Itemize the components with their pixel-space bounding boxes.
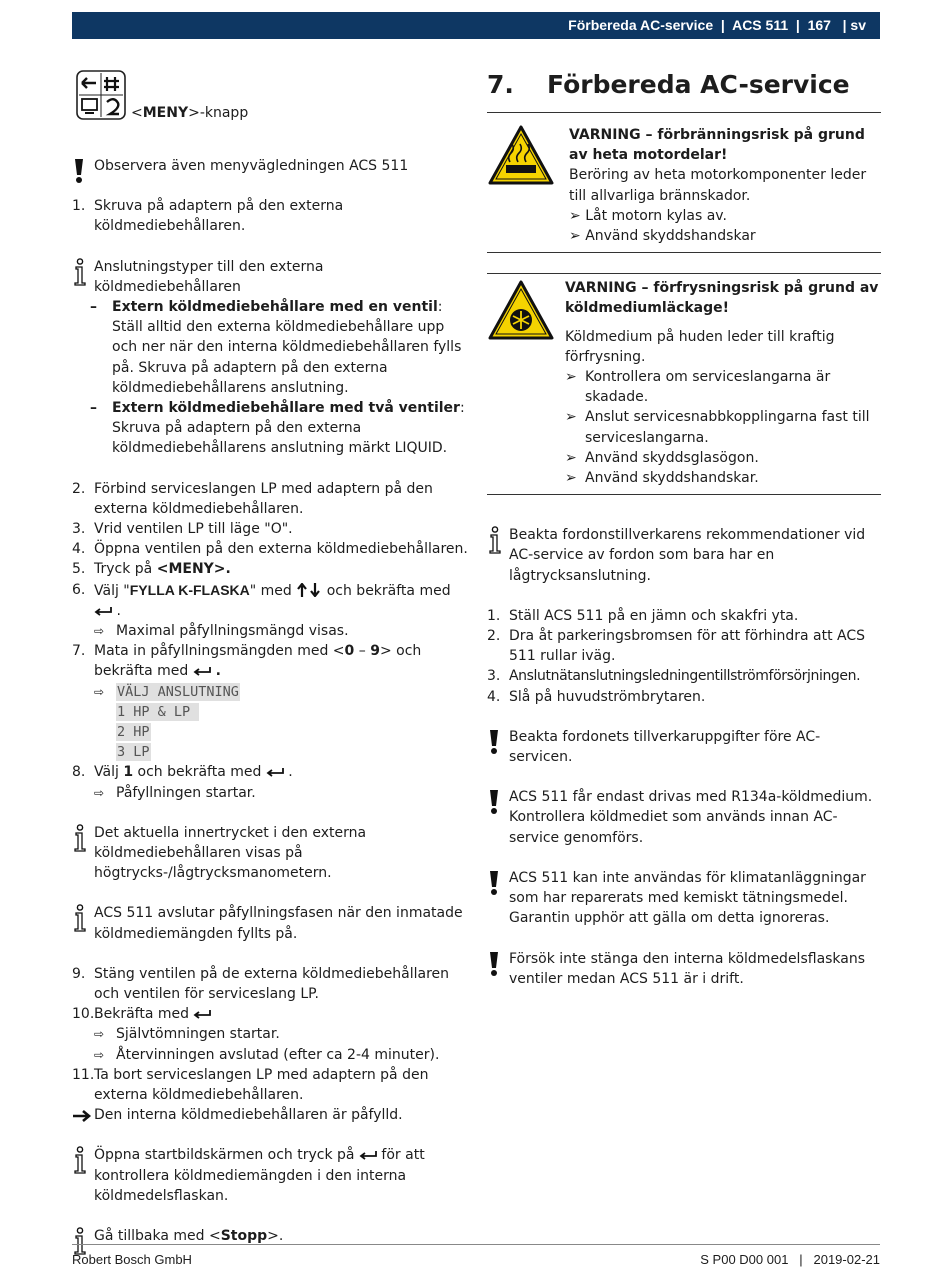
- result-arrow-icon: ⇨: [94, 785, 105, 800]
- option-text: : Skruva på adaptern på den externa köldmediebehållarens anslutning märkt LIQUID.: [112, 400, 465, 457]
- info-text: Anslutningstyper till den externa köldmediebehållaren: [94, 258, 324, 295]
- step-9: [72, 964, 472, 1004]
- step-3: [72, 519, 472, 539]
- result-arrow-icon: ⇨: [94, 624, 105, 639]
- step-r4: [487, 687, 881, 707]
- page-header: [72, 12, 880, 39]
- connection-option-1: – Extern köldmediebehållare med en ventil: Ställ alltid den externa köldmediebehållare upp och ner när den interna köldmediebehållaren fylls på. Skruva på adaptern på den externa köldmediebehållarens anslutning.: [90, 299, 462, 396]
- step-text: och bekräfta med: [133, 764, 266, 781]
- step-text: Vrid ventilen LP till läge "O".: [94, 521, 293, 538]
- bullet-arrow-icon: ➢: [569, 228, 586, 245]
- step-8: [72, 762, 472, 782]
- display-line-row: [116, 702, 472, 722]
- display-line: 3 LP: [117, 744, 150, 761]
- step-number: 10.: [72, 1006, 95, 1023]
- step-number: 11.: [72, 1066, 95, 1083]
- result-text: Påfyllningen startar.: [116, 784, 256, 801]
- option-title: Extern köldmediebehållare med en ventil: [112, 299, 438, 316]
- bullet-arrow-icon: ➢: [565, 369, 577, 386]
- note-text: Beakta fordonets tillverkaruppgifter före AC-servicen.: [509, 728, 821, 766]
- step-text: Tryck på: [94, 561, 157, 578]
- warning-item-text: Låt motorn kylas av.: [585, 207, 727, 224]
- info-text: >.: [267, 1228, 284, 1245]
- step-text: .: [112, 602, 121, 619]
- bullet-arrow-icon: ➢: [565, 449, 577, 466]
- step-text: > och bekräfta med: [94, 643, 422, 680]
- step-number: 7.: [72, 643, 86, 660]
- step-text: Öppna ventilen på den externa köldmediebehållaren.: [94, 541, 468, 558]
- warning-item: [565, 407, 881, 447]
- step-6: [72, 580, 472, 621]
- exclamation-icon: [487, 870, 501, 896]
- menu-label-post: >-knapp: [188, 105, 249, 121]
- option-title: Extern köldmediebehållare med två ventiler: [112, 400, 460, 417]
- exclamation-icon: [487, 951, 501, 977]
- chapter-number: 7.: [487, 70, 514, 99]
- step-text: .: [210, 663, 221, 680]
- menu-label-bold: MENY: [142, 105, 189, 121]
- step-7: [72, 641, 472, 681]
- info-text: för att kontrollera köldmediemängden i den interna köldmedelsflaskan.: [94, 1147, 425, 1204]
- enter-key-icon: [359, 1150, 377, 1160]
- info-text: Gå tillbaka med <: [94, 1228, 221, 1245]
- step-10: [72, 1004, 472, 1024]
- display-line-row: [116, 722, 472, 742]
- warning-item-text: Använd skyddshandskar.: [585, 470, 759, 487]
- exclamation-icon: [487, 729, 501, 755]
- arrow-up-down-icon: [296, 583, 322, 597]
- step-r1: [487, 606, 881, 626]
- step-2: [72, 479, 472, 519]
- result-text: Den interna köldmediebehållaren är påfylld.: [94, 1107, 403, 1124]
- step-number: 6.: [72, 581, 86, 598]
- menu-key-icon: [76, 70, 126, 120]
- option-text: : Ställ alltid den externa köldmediebehållare upp och ner när den interna köldmediebehållaren fylls på. Skruva på adaptern på den externa köldmediebehållarens anslutning.: [112, 299, 462, 396]
- info-fill-end: [72, 903, 472, 943]
- display-readout-first: [72, 682, 472, 702]
- footer-company: Robert Bosch GmbH: [72, 1252, 192, 1267]
- note-observe: [72, 156, 472, 176]
- warning-title: VARNING – förbränningsrisk på grund av heta motordelar!: [569, 127, 865, 164]
- step-1: [72, 196, 472, 236]
- step-number: 5.: [72, 561, 86, 578]
- step-number: 8.: [72, 764, 86, 781]
- exclamation-icon: [487, 789, 501, 815]
- note-valves: [487, 949, 881, 989]
- step-text: Stäng ventilen på de externa köldmediebehållaren och ventilen för serviceslang LP.: [94, 965, 450, 1003]
- step-number: 2.: [487, 628, 501, 645]
- step-text: Anslutnätanslutningsledningentillströmförsörjningen.: [509, 668, 861, 685]
- step-text: Mata in påfyllningsmängden med <: [94, 643, 345, 660]
- info-recommendation: [487, 525, 881, 586]
- step-text: Välj ": [94, 582, 130, 599]
- warning-item-text: Använd skyddshandskar: [585, 228, 756, 245]
- step-4: [72, 539, 472, 559]
- info-icon: [72, 904, 88, 932]
- warning-item: [565, 468, 881, 488]
- note-sealant: [487, 868, 881, 929]
- info-icon: [72, 1146, 88, 1174]
- step-number: 4.: [487, 688, 501, 705]
- menu-label-pre: <: [131, 105, 143, 121]
- warning-title: VARNING – förfrysningsrisk på grund av köldmediumläckage!: [565, 280, 879, 317]
- menu-key-label: <MENY>.: [156, 561, 231, 578]
- enter-key-icon: [193, 666, 211, 676]
- step-text: Ställ ACS 511 på en jämn och skakfri yta.: [509, 607, 799, 624]
- note-text: Försök inte stänga den interna köldmedelsflaskans ventiler medan ACS 511 är i drift.: [509, 950, 866, 987]
- chapter-heading: [487, 70, 881, 112]
- step-number: 4.: [72, 541, 86, 558]
- step-10-result-2: [72, 1045, 472, 1065]
- step-text: Slå på huvudströmbrytaren.: [509, 688, 706, 705]
- step-r2: [487, 626, 881, 666]
- step-text: " med: [249, 582, 297, 599]
- warning-burn: [487, 113, 881, 252]
- step-text: Ta bort serviceslangen LP med adaptern på den externa köldmediebehållaren.: [94, 1066, 429, 1104]
- step-10-result-1: [72, 1024, 472, 1044]
- info-pressure: [72, 823, 472, 884]
- warning-item: [569, 206, 881, 226]
- info-text: Beakta fordonstillverkarens rekommendationer vid AC-service av fordon som bara har en lågtrycksanslutning.: [509, 527, 866, 584]
- display-line: VÄLJ ANSLUTNING: [117, 683, 239, 700]
- header-text: Förbereda AC-service | ACS 511 | 167 | sv: [568, 17, 866, 33]
- step-number: 2.: [72, 480, 86, 497]
- display-line: 2 HP: [117, 724, 150, 741]
- step-r3: [487, 666, 881, 686]
- info-connection-types: [72, 257, 472, 459]
- chapter-title: Förbereda AC-service: [547, 70, 850, 99]
- step-text: Bekräfta med: [94, 1006, 194, 1023]
- exclamation-icon: [72, 158, 86, 184]
- warning-text: Beröring av heta motorkomponenter leder till allvarliga brännskador.: [569, 167, 867, 204]
- step-text: Förbind serviceslangen LP med adaptern på den externa köldmediebehållaren.: [94, 480, 433, 517]
- bullet-arrow-icon: ➢: [569, 207, 586, 224]
- key-label: 1: [123, 764, 134, 781]
- step-number: 1.: [487, 607, 501, 624]
- note-observe-text: Observera även menyvägledningen ACS 511: [94, 158, 409, 174]
- step-11: [72, 1065, 472, 1105]
- key-label: 9: [370, 643, 380, 660]
- result-text: Maximal påfyllningsmängd visas.: [116, 623, 349, 640]
- info-text: Öppna startbildskärmen och tryck på: [94, 1147, 359, 1164]
- note-refrigerant: [487, 787, 881, 848]
- step-6-result: [72, 621, 472, 641]
- bullet-arrow-icon: ➢: [565, 470, 577, 487]
- warning-item-text: Kontrollera om serviceslangarna är skadade.: [585, 369, 831, 406]
- step-text: –: [354, 643, 371, 660]
- warning-item: [565, 367, 881, 407]
- note-manufacturer: [487, 727, 881, 767]
- note-text: ACS 511 kan inte användas för klimatanläggningar som har reparerats med kemiskt tätningsmedel. Garantin upphör att gälla om detta ignoreras.: [509, 869, 866, 927]
- warning-item-text: Anslut servicesnabbkopplingarna fast till serviceslangarna.: [585, 409, 870, 446]
- right-column: [487, 70, 881, 989]
- footer-doc-info: S P00 D00 001 | 2019-02-21: [700, 1252, 880, 1267]
- step-5: [72, 559, 472, 579]
- step-text: Skruva på adaptern på den externa köldmediebehållaren.: [94, 198, 344, 235]
- note-text: ACS 511 får endast drivas med R134a-köldmedium. Kontrollera köldmediet som används innan AC-service genomförs.: [509, 789, 873, 846]
- step-number: 3.: [72, 521, 86, 538]
- step-text: Dra åt parkeringsbromsen för att förhindra att ACS 511 rullar iväg.: [509, 628, 866, 665]
- enter-key-icon: [266, 767, 284, 777]
- result-arrow-icon: ⇨: [94, 684, 105, 699]
- display-line: 1 HP & LP: [117, 703, 199, 720]
- info-text: Det aktuella innertrycket i den externa köldmediebehållaren visas på högtrycks-/lågtrycksmanometern.: [94, 824, 367, 882]
- left-column: [72, 70, 472, 1246]
- page-footer: [72, 1244, 880, 1267]
- info-icon: [487, 526, 503, 554]
- info-icon: [72, 824, 88, 852]
- step-8-result: [72, 783, 472, 803]
- info-icon: [72, 258, 88, 286]
- warning-item: [565, 448, 881, 468]
- connection-option-2: – Extern köldmediebehållare med två ventiler: Skruva på adaptern på den externa köldmediebehållarens anslutning märkt LIQUID.: [90, 400, 465, 457]
- warning-frost: [487, 274, 881, 494]
- step-number: 9.: [72, 965, 86, 982]
- step-text: .: [283, 764, 293, 781]
- enter-key-icon: [94, 606, 112, 616]
- step-number: 3.: [487, 668, 501, 685]
- result-arrow-icon: ⇨: [94, 1047, 105, 1062]
- info-text: ACS 511 avslutar påfyllningsfasen när den inmatade köldmediemängden fyllts på.: [94, 905, 463, 942]
- display-line-row: [116, 742, 472, 762]
- warning-item-text: Använd skyddsglasögon.: [585, 449, 759, 466]
- final-result: [72, 1105, 472, 1125]
- result-text: Självtömningen startar.: [116, 1026, 280, 1043]
- result-text: Återvinningen avslutad (efter ca 2-4 minuter).: [116, 1046, 440, 1063]
- frost-warning-icon: [488, 280, 554, 340]
- menu-key-block: [72, 70, 472, 130]
- info-start-screen: [72, 1145, 472, 1206]
- bullet-arrow-icon: ➢: [565, 409, 577, 426]
- stop-key-label: Stopp: [220, 1228, 268, 1245]
- hot-surface-warning-icon: [488, 125, 554, 185]
- step-text: Välj: [94, 764, 124, 781]
- right-arrow-icon: [72, 1109, 92, 1123]
- step-text: och bekräfta med: [322, 582, 451, 599]
- result-arrow-icon: ⇨: [94, 1027, 105, 1042]
- key-label: 0: [344, 643, 355, 660]
- step-number: 1.: [72, 198, 86, 215]
- enter-key-icon: [193, 1009, 211, 1019]
- menu-item-label: FYLLA K-FLASKA: [129, 581, 250, 598]
- warning-text: Köldmedium på huden leder till kraftig förfrysning.: [565, 328, 835, 365]
- warning-item: [569, 226, 881, 246]
